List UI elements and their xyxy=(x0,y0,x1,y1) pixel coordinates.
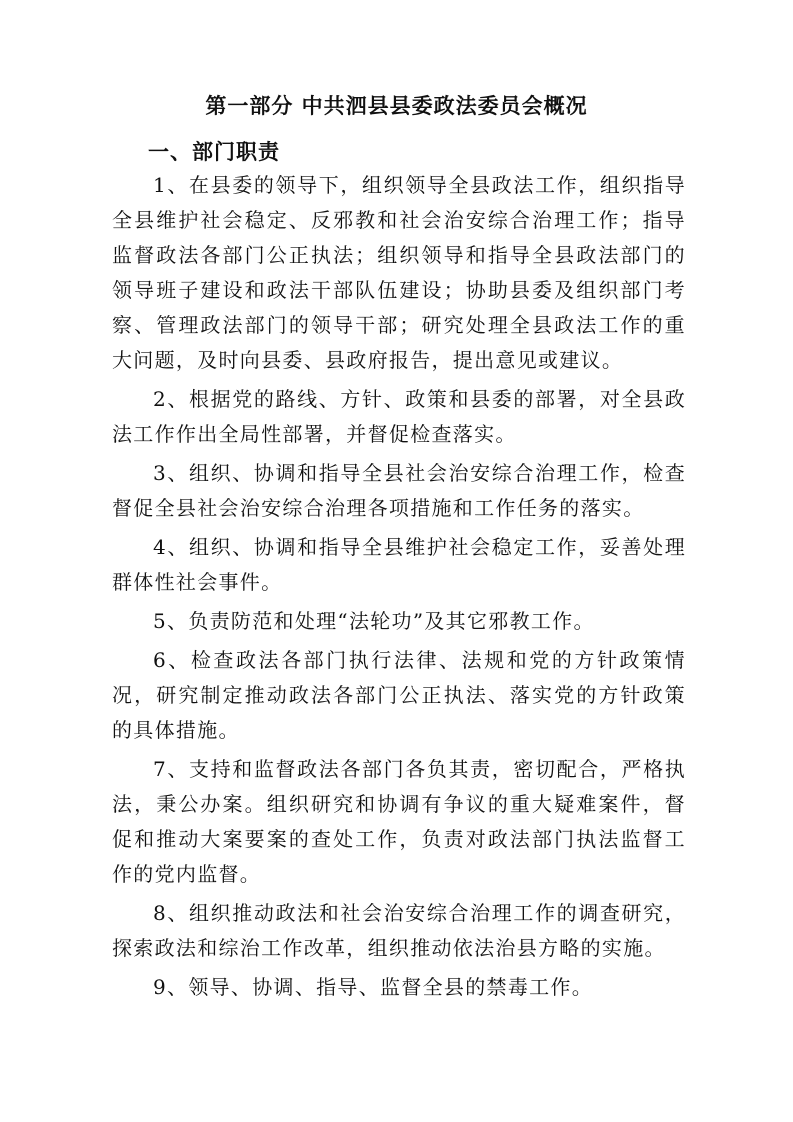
paragraph-7: 7、支持和监督政法各部门各负其责，密切配合，严格执法，秉公办案。组织研究和协调有争议的重大疑难案件，督促和推动大案要案的查处工作，负责对政法部门执法监督工作的党内监督。 xyxy=(112,757,686,886)
paragraph-6: 6、检查政法各部门执行法律、法规和党的方针政策情况，研究制定推动政法各部门公正执法、落实党的方针政策的具体措施。 xyxy=(112,648,686,742)
section-heading: 一、部门职责 xyxy=(148,140,280,164)
body-text xyxy=(112,168,686,1009)
paragraph-2: 2、根据党的路线、方针、政策和县委的部署，对全县政法工作作出全局性部署，并督促检查落实。 xyxy=(112,387,686,446)
paragraph-8: 8、组织推动政法和社会治安综合治理工作的调查研究，探索政法和综治工作改革，组织推动依法治县方略的实施。 xyxy=(112,901,686,960)
paragraph-3: 3、组织、协调和指导全县社会治安综合治理工作，检查督促全县社会治安综合治理各项措施和工作任务的落实。 xyxy=(112,461,686,520)
paragraph-9: 9、领导、协调、指导、监督全县的禁毒工作。 xyxy=(153,975,594,999)
paragraph-4: 4、组织、协调和指导全县维护社会稳定工作，妥善处理群体性社会事件。 xyxy=(112,535,686,594)
paragraph-1: 1、在县委的领导下，组织领导全县政法工作，组织指导全县维护社会稳定、反邪教和社会治安综合治理工作；指导监督政法各部门公正执法；组织领导和指导全县政法部门的领导班子建设和政法干部队伍建设；协助县委及组织部门考察、管理政法部门的领导干部；研究处理全县政法工作的重大问题，及时向县委、县政府报告，提出意见或建议。 xyxy=(112,173,686,372)
page-title: 第一部分 中共泗县县委政法委员会概况 xyxy=(205,94,588,118)
paragraph-5: 5、负责防范和处理“法轮功”及其它邪教工作。 xyxy=(153,609,595,633)
